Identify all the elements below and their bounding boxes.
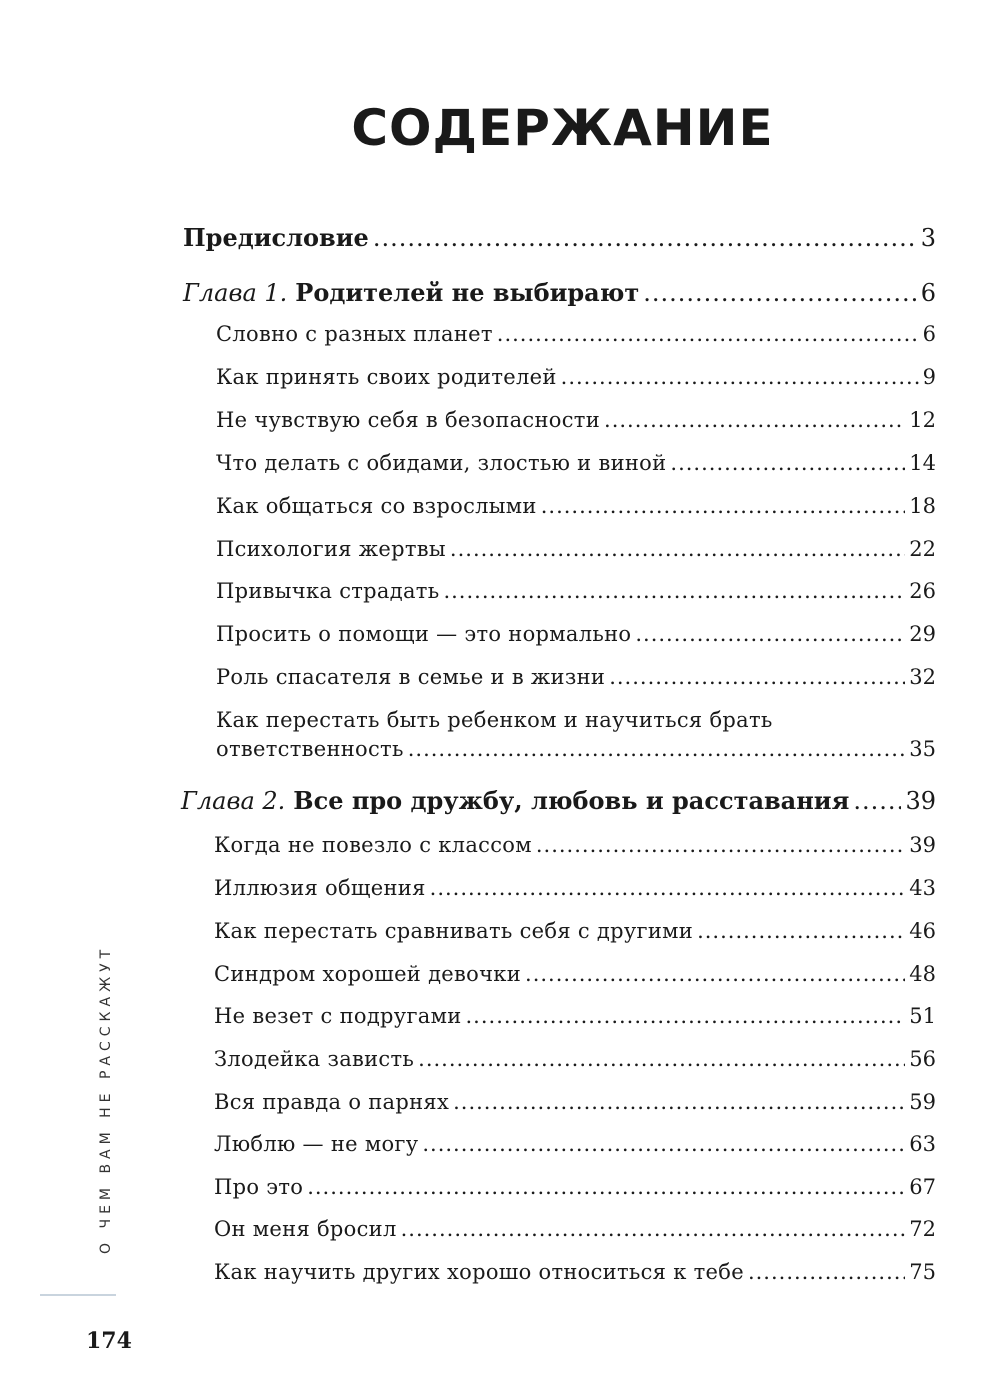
toc-entry-page: 3: [920, 224, 936, 252]
toc-entry-page: 6: [922, 322, 936, 346]
running-head-vertical: О ЧЕМ ВАМ НЕ РАССКАЖУТ: [98, 944, 114, 1254]
chapter-prefix: Глава 1.: [183, 279, 288, 307]
toc-section[interactable]: [216, 617, 936, 651]
toc-entry-label: Иллюзия общения: [214, 876, 426, 900]
toc-section[interactable]: [216, 660, 936, 694]
leader-dots: [635, 617, 905, 651]
leader-dots: [453, 1085, 905, 1119]
leader-dots: [418, 1042, 905, 1076]
toc-entry-label: Что делать с обидами, злостью и виной: [216, 451, 667, 475]
leader-dots: [466, 999, 906, 1033]
leader-dots: [536, 828, 905, 862]
toc-section[interactable]: [214, 1042, 936, 1076]
toc-section[interactable]: [214, 1127, 936, 1161]
toc-entry-page: 63: [909, 1132, 936, 1156]
toc-section[interactable]: [216, 732, 936, 766]
toc-entry-page: 51: [909, 1004, 936, 1028]
leader-dots: [450, 532, 905, 566]
toc-section[interactable]: [214, 828, 936, 862]
toc-entry-label: Синдром хорошей девочки: [214, 962, 522, 986]
toc-entry-label: Роль спасателя в семье и в жизни: [216, 665, 606, 689]
toc-entry-label: Злодейка зависть: [214, 1047, 415, 1071]
toc-entry-page: 46: [909, 919, 936, 943]
toc-entry-label: ответственность: [216, 737, 404, 761]
toc-chapter-2[interactable]: [181, 784, 936, 818]
chapter-title: Родителей не выбирают: [295, 278, 640, 307]
leader-dots: [373, 221, 917, 255]
toc-section[interactable]: [216, 446, 936, 480]
toc-entry-page: 14: [909, 451, 936, 475]
toc-entry-label: Он меня бросил: [214, 1217, 397, 1241]
toc-entry-label: Как научить других хорошо относиться к тебе: [214, 1260, 744, 1284]
leader-dots: [401, 1212, 906, 1246]
toc-entry-page: 26: [909, 579, 936, 603]
chapter-title: Все про дружбу, любовь и расставания: [293, 786, 850, 815]
leader-dots: [541, 489, 906, 523]
toc-entry-page: 48: [909, 962, 936, 986]
leader-dots: [307, 1170, 905, 1204]
leader-dots: [604, 403, 905, 437]
page-title: СОДЕРЖАНИЕ: [351, 99, 774, 157]
toc-entry-page: 9: [922, 365, 936, 389]
toc-entry-label: Как общаться со взрослыми: [216, 494, 537, 518]
leader-dots: [525, 957, 905, 991]
toc-chapter-1[interactable]: [183, 276, 936, 310]
toc-section[interactable]: [214, 914, 936, 948]
toc-entry-page: 22: [909, 537, 936, 561]
toc-entry-page: 39: [905, 787, 936, 815]
toc-entry-page: 56: [909, 1047, 936, 1071]
toc-section[interactable]: [214, 1212, 936, 1246]
toc-section[interactable]: [216, 489, 936, 523]
toc-section[interactable]: [214, 1255, 936, 1289]
leader-dots: [430, 871, 906, 905]
toc-entry-page: 67: [909, 1175, 936, 1199]
toc-section[interactable]: [214, 957, 936, 991]
toc-entry-page: 32: [909, 665, 936, 689]
toc-entry-page: 35: [909, 737, 936, 761]
toc-entry-preface[interactable]: [183, 221, 936, 255]
toc-entry-page: 72: [909, 1217, 936, 1241]
leader-dots: [561, 360, 919, 394]
leader-dots: [853, 784, 901, 818]
toc-entry-label: Люблю — не могу: [214, 1132, 419, 1156]
toc-section[interactable]: [216, 403, 936, 437]
toc-section[interactable]: [214, 999, 936, 1033]
page-number: 174: [86, 1328, 132, 1354]
toc-section-line-1[interactable]: Как перестать быть ребенком и научиться брать: [216, 708, 773, 732]
toc-section[interactable]: [216, 574, 936, 608]
leader-dots: [497, 317, 919, 351]
toc-entry-page: 75: [909, 1260, 936, 1284]
toc-entry-label: Про это: [214, 1175, 304, 1199]
leader-dots: [408, 732, 906, 766]
toc-entry-page: 18: [909, 494, 936, 518]
toc-entry-page: 39: [909, 833, 936, 857]
toc-entry-label: Не чувствую себя в безопасности: [216, 408, 601, 432]
leader-dots: [670, 446, 905, 480]
leader-dots: [443, 574, 905, 608]
leader-dots: [422, 1127, 905, 1161]
chapter-prefix: Глава 2.: [181, 787, 286, 815]
toc-entry-label: Как перестать сравнивать себя с другими: [214, 919, 694, 943]
toc-entry-label: Просить о помощи — это нормально: [216, 622, 632, 646]
toc-entry-page: 29: [909, 622, 936, 646]
leader-dots: [609, 660, 905, 694]
toc-entry-label: Привычка страдать: [216, 579, 440, 603]
toc-section[interactable]: [216, 360, 936, 394]
toc-entry-page: 12: [909, 408, 936, 432]
toc-entry-label: Предисловие: [183, 223, 369, 252]
toc-entry-page: 43: [909, 876, 936, 900]
toc-entry-label: Вся правда о парнях: [214, 1090, 450, 1114]
toc-section[interactable]: [214, 1085, 936, 1119]
toc-entry-label: Психология жертвы: [216, 537, 446, 561]
toc-section[interactable]: [216, 317, 936, 351]
divider: [40, 1294, 116, 1296]
toc-entry-page: 6: [920, 279, 936, 307]
leader-dots: [697, 914, 905, 948]
toc-entry-label: Не везет с подругами: [214, 1004, 462, 1028]
toc-section[interactable]: [214, 1170, 936, 1204]
toc-entry-label: Как принять своих родителей: [216, 365, 557, 389]
toc-entry-page: 59: [909, 1090, 936, 1114]
leader-dots: [748, 1255, 905, 1289]
toc-entry-label: Когда не повезло с классом: [214, 833, 532, 857]
toc-section[interactable]: [216, 532, 936, 566]
toc-entry-label: Словно с разных планет: [216, 322, 493, 346]
leader-dots: [643, 276, 917, 310]
toc-section[interactable]: [214, 871, 936, 905]
